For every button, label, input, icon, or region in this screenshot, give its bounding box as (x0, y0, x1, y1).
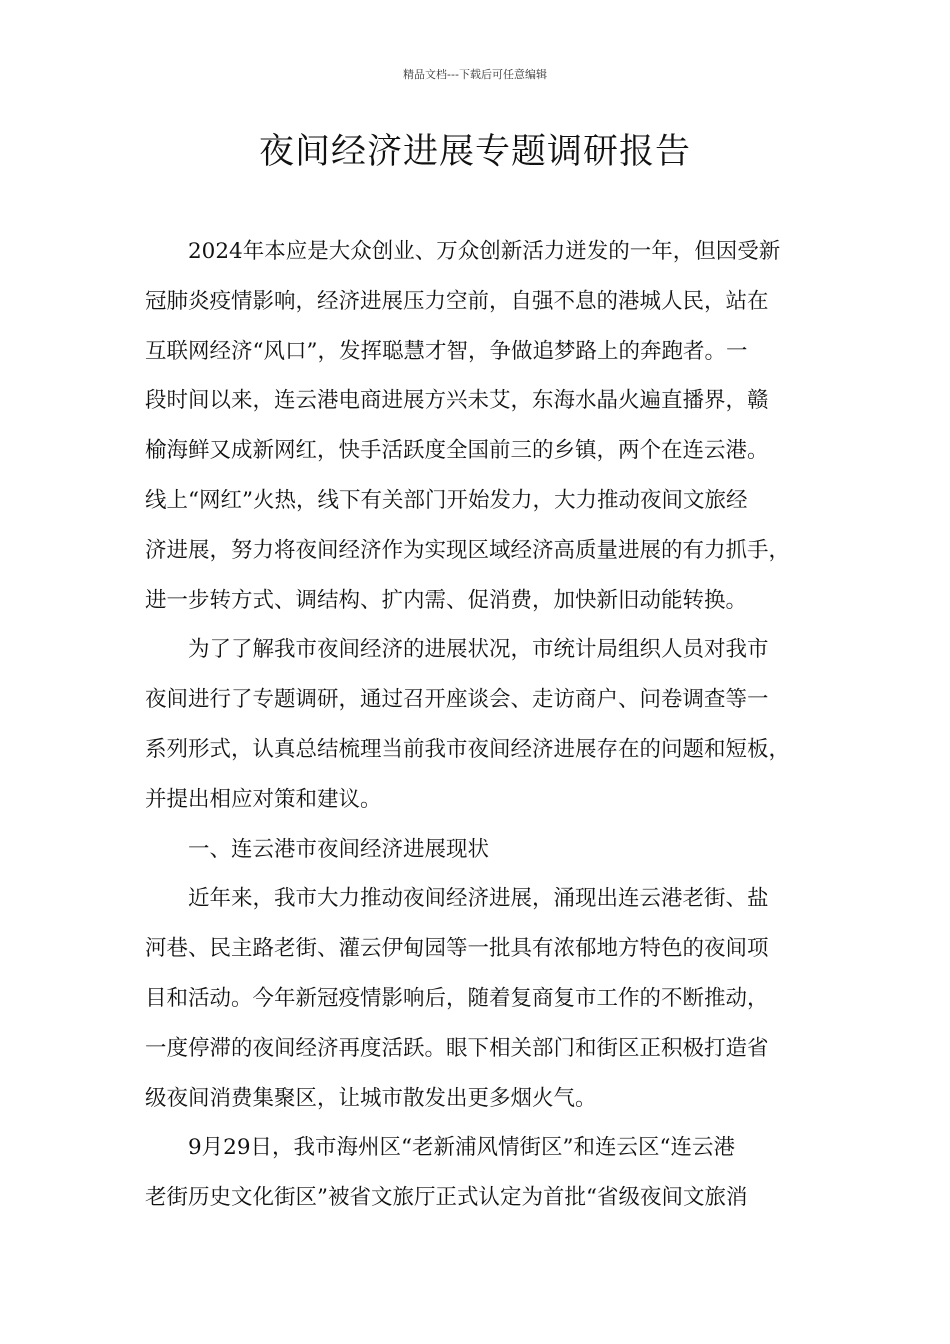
paragraph-intro: 2024年本应是大众创业、万众创新活力迸发的一年，但因受新 冠肺炎疫情影响，经济进展压力空前，自强不息的港城人民，站在 互联网经济“风口”，发挥聪慧才智，争做追梦路上的奔跑者。一 段时间以来，连云港电商进展方兴未艾，东海水晶火遍直播界，赣 榆海鲜又成新网红，快手活跃度全国前三的乡镇，两个在连云港。 线上“网红”火热，线下有关部门开始发力，大力推动夜间文旅经 济进展，努力将夜间经济作为实现区域经济高质量进展的有力抓手， 进一步转方式、调结构、扩内需、促消费，加快新旧动能转换。 (145, 239, 791, 613)
section-heading-1: 一、连云港市夜间经济进展现状 (188, 836, 490, 862)
paragraph-sept29: 9月29日，我市海州区“老新浦风情街区”和连云区“连云港 老街历史文化街区”被省文旅厅正式认定为首批“省级夜间文旅消 (145, 1135, 748, 1211)
paragraph-status: 近年来，我市大力推动夜间经济进展，涌现出连云港老街、盐 河巷、民主路老街、灌云伊甸园等一批具有浓郁地方特色的夜间项 目和活动。今年新冠疫情影响后，随着复商复市工作的不断推动， 一度停滞的夜间经济再度活跃。眼下相关部门和街区正积极打造省 级夜间消费集聚区，让城市散发出更多烟火气。 (145, 886, 769, 1111)
header-note: 精品文档---下载后可任意编辑 (403, 68, 547, 81)
paragraph-research: 为了了解我市夜间经济的进展状况，市统计局组织人员对我市 夜间进行了专题调研，通过召开座谈会、走访商户、问卷调查等一 系列形式，认真总结梳理当前我市夜间经济进展存在的问题和短板， 并提出相应对策和建议。 (145, 637, 791, 812)
document-title: 夜间经济进展专题调研报告 (258, 132, 691, 172)
document-body (145, 227, 825, 1223)
